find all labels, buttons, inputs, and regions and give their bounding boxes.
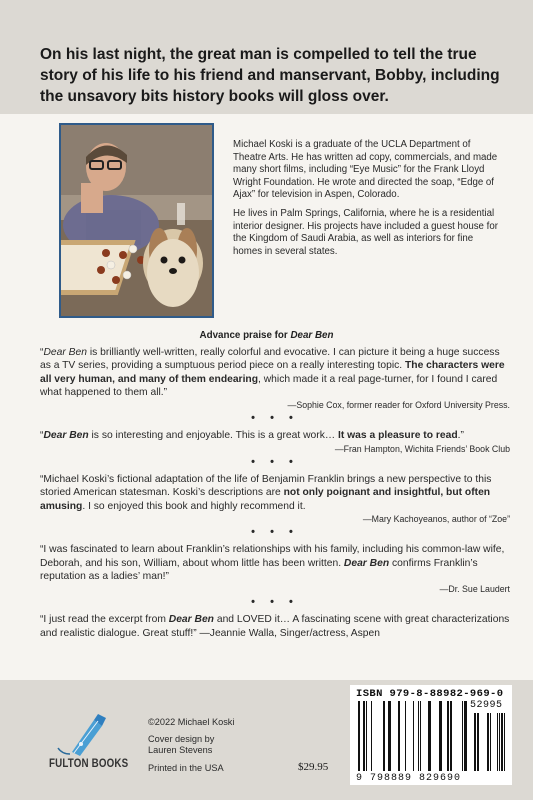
quote-text: It was a pleasure to read bbox=[338, 430, 458, 442]
author-photo bbox=[59, 123, 214, 318]
author-bio-paragraph: Michael Koski is a graduate of the UCLA Department of Theatre Arts. He has written ad copy, commercials, and made many short films, including “Eye Music” for the Frank Lloyd Wright Foundation. He wrote and directed the soap, “Edge of Ajax” for television in Aspen, Colorado. bbox=[233, 139, 498, 201]
quote-text: Dear Ben bbox=[343, 557, 390, 569]
barcode-bar bbox=[398, 701, 400, 771]
credits bbox=[148, 717, 278, 780]
barcode-bar bbox=[418, 701, 419, 771]
praise-heading-book-title: Dear Ben bbox=[290, 330, 334, 341]
barcode-bar bbox=[371, 701, 372, 771]
barcode-bar bbox=[504, 713, 505, 771]
barcode-bar bbox=[497, 713, 498, 771]
quote-text: Dear Ben bbox=[168, 614, 214, 626]
quote-text: “I was fascinated to learn about Franklin’s relationships with his family, including his common-law wife, Deborah, and his son, William, about whom little has been written. bbox=[40, 544, 505, 569]
praise-quote bbox=[40, 613, 510, 640]
quote-text: confirms Franklin’s reputation as a ladies’ man!” bbox=[40, 557, 478, 582]
barcode-bar bbox=[490, 713, 491, 771]
author-photo-illustration bbox=[61, 125, 212, 316]
cover-designer-name: Lauren Stevens bbox=[148, 745, 213, 756]
price-code: 52995 bbox=[470, 700, 503, 711]
isbn-ean-digits: 9 798889 829690 bbox=[356, 773, 462, 784]
barcode-bar bbox=[447, 701, 449, 771]
author-bio bbox=[233, 139, 503, 264]
barcode-bar bbox=[388, 701, 391, 771]
barcode-bar bbox=[405, 701, 406, 771]
praise-quote bbox=[40, 429, 510, 456]
quote-text: “Michael Koski’s fictional adaptation of the life of Benjamin Franklin brings a new perspective to this storied American statesman. Koski’s descriptions are bbox=[40, 474, 492, 499]
quote-text: not only poignant and insightful, but often amusing bbox=[40, 487, 491, 512]
barcode-bar bbox=[474, 713, 476, 771]
barcode-bar bbox=[358, 701, 360, 771]
barcode-bar bbox=[487, 713, 489, 771]
barcode-bar bbox=[363, 701, 365, 771]
barcode-bar bbox=[420, 701, 421, 771]
quote-text: and LOVED it… A fascinating scene with great characterizations and realistic dialogue. Great stuff!” —Jeannie Walla, Singer/actress, Aspen bbox=[40, 614, 510, 639]
copyright: ©2022 Michael Koski bbox=[148, 717, 235, 727]
barcode-bar bbox=[428, 701, 431, 771]
quote-separator: • • • bbox=[251, 526, 299, 539]
praise-quote bbox=[40, 473, 510, 526]
isbn-label: ISBN 979-8-88982-969-0 bbox=[356, 688, 504, 700]
cover-design-line: Cover design by bbox=[148, 734, 215, 745]
quote-attribution: —Sophie Cox, former reader for Oxford University Press. bbox=[287, 400, 510, 411]
quote-text: is brilliantly well-written, really colorful and evocative. I can picture it being a huge success as a TV series, providing a sumptuous period piece on a really interesting topic. bbox=[40, 347, 500, 372]
barcode-bar bbox=[439, 701, 442, 771]
quote-separator: • • • bbox=[251, 596, 299, 609]
quote-separator: • • • bbox=[251, 412, 299, 425]
quote-separator: • • • bbox=[251, 456, 299, 469]
fountain-pen-icon bbox=[48, 714, 124, 758]
praise-heading bbox=[0, 330, 533, 341]
barcode-bar bbox=[501, 713, 503, 771]
quote-text: “ bbox=[40, 347, 44, 358]
barcode-bar bbox=[462, 701, 463, 771]
quote-text: Dear Ben bbox=[43, 430, 89, 442]
barcode-bar bbox=[477, 713, 479, 771]
barcode-bar bbox=[413, 701, 414, 771]
cover-design bbox=[148, 734, 278, 756]
praise-quotes bbox=[40, 346, 510, 640]
praise-quote bbox=[40, 543, 510, 596]
quote-text: , which made it a real page-turner, for I found I cared what happened to them all.” bbox=[40, 373, 498, 398]
barcode-bar bbox=[383, 701, 385, 771]
praise-heading-prefix: Advance praise for bbox=[199, 330, 291, 341]
quote-attribution: —Mary Kachoyeanos, author of “Zoe” bbox=[362, 513, 510, 524]
quote-text: “ bbox=[40, 430, 44, 442]
printed-in: Printed in the USA bbox=[148, 762, 224, 773]
quote-text: . I so enjoyed this book and highly recommend it. bbox=[82, 500, 306, 512]
quote-text: “I just read the excerpt from bbox=[40, 614, 169, 626]
quote-text: Dear Ben bbox=[43, 347, 87, 358]
quote-text: The characters were all very human, and many of them endearing bbox=[40, 360, 505, 385]
barcode-bar bbox=[464, 701, 467, 771]
quote-text: .” bbox=[457, 430, 464, 442]
price: $29.95 bbox=[298, 761, 329, 773]
author-bio-paragraph: He lives in Palm Springs, California, where he is a residential interior designer. His projects have included a guest house for the Kingdom of Saudi Arabia, as well as interiors for fine homes in several states. bbox=[233, 207, 498, 257]
barcode-bar bbox=[499, 713, 500, 771]
publisher-name: FULTON BOOKS bbox=[49, 758, 129, 770]
quote-attribution: —Fran Hampton, Wichita Friends’ Book Club bbox=[334, 443, 510, 454]
quote-text: is so interesting and enjoyable. This is a great work… bbox=[88, 430, 339, 442]
barcode-bar bbox=[366, 701, 367, 771]
tagline: On his last night, the great man is compelled to tell the true story of his life to his friend and manservant, Bobby, including the unsavory bits history books will gloss over. bbox=[40, 46, 500, 105]
barcode-bar bbox=[450, 701, 452, 771]
quote-attribution: —Dr. Sue Laudert bbox=[439, 584, 510, 595]
praise-quote bbox=[40, 346, 510, 412]
